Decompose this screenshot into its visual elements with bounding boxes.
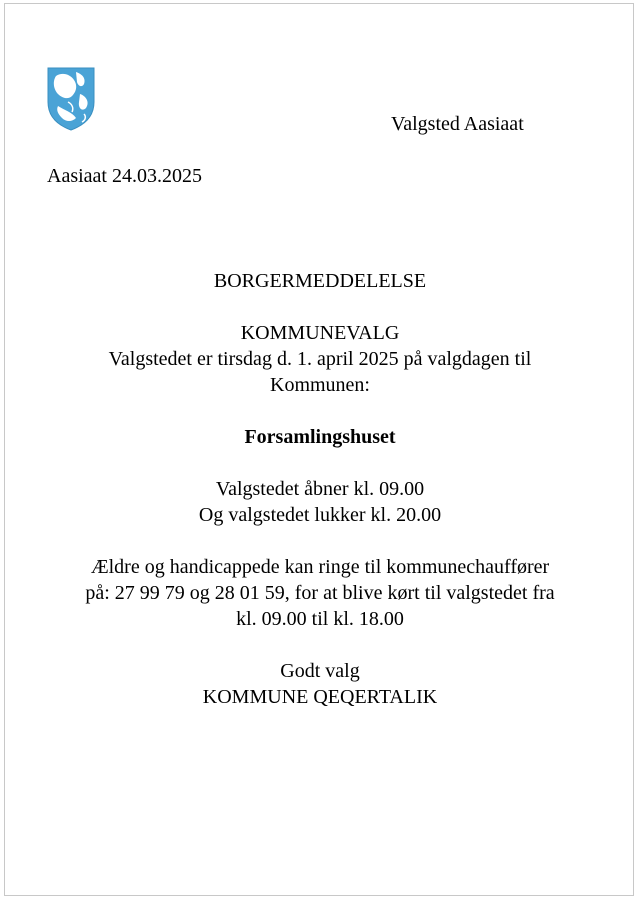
notice-body (0, 268, 640, 710)
polling-place-label: Valgsted Aasiaat (391, 113, 524, 135)
notice-closes: Og valgstedet lukker kl. 20.00 (198, 504, 442, 526)
document-date: Aasiaat 24.03.2025 (47, 165, 202, 187)
municipal-crest-icon (46, 66, 96, 132)
notice-elderly-1: Ældre og handicappede kan ringe til kommunechauffører (90, 556, 550, 578)
notice-location: Forsamlingshuset (244, 426, 396, 448)
notice-line-2: Kommunen: (270, 374, 370, 396)
notice-elderly-3: kl. 09.00 til kl. 18.00 (236, 608, 404, 630)
notice-closing-2: KOMMUNE QEQERTALIK (202, 686, 438, 708)
notice-line-1: Valgstedet er tirsdag d. 1. april 2025 på valgdagen til (108, 348, 532, 370)
notice-opens: Valgstedet åbner kl. 09.00 (215, 478, 425, 500)
notice-closing-1: Godt valg (280, 660, 360, 682)
notice-elderly-2: på: 27 99 79 og 28 01 59, for at blive kørt til valgstedet fra (85, 582, 555, 604)
notice-subtitle: KOMMUNEVALG (240, 322, 400, 344)
notice-title: BORGERMEDDELELSE (213, 270, 427, 292)
